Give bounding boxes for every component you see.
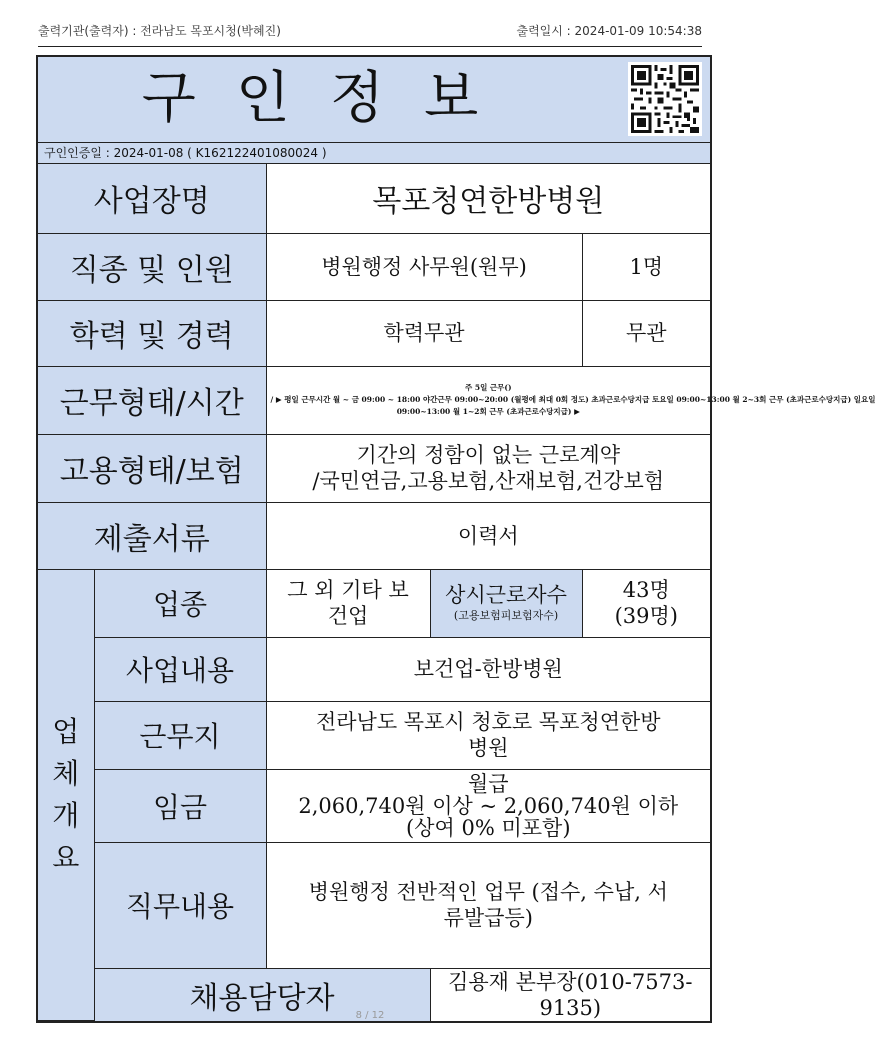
duties-value bbox=[266, 842, 710, 968]
row-education bbox=[38, 300, 710, 366]
row-location bbox=[38, 701, 710, 769]
employment-label: 고용형태/보험 bbox=[38, 434, 266, 502]
industry-label: 업종 bbox=[94, 569, 266, 637]
certification-line: 구인인증일 : 2024-01-08 ( K162122401080024 ) bbox=[38, 143, 710, 164]
page-title: 구인정보 bbox=[141, 66, 519, 131]
row-job-type bbox=[38, 233, 710, 300]
job-type-value: 병원행정 사무원(원무) bbox=[266, 233, 582, 300]
location-line2: 병원 bbox=[467, 736, 509, 760]
industry-line1: 그 외 기타 보 bbox=[287, 578, 409, 602]
location-value bbox=[266, 701, 710, 769]
documents-value: 이력서 bbox=[266, 502, 710, 569]
work-type-value bbox=[266, 366, 875, 434]
job-posting-form bbox=[36, 55, 875, 1023]
business-label: 사업내용 bbox=[94, 637, 266, 701]
job-type-label: 직종 및 인원 bbox=[38, 233, 266, 300]
job-count-value: 1명 bbox=[582, 233, 710, 300]
overview-char-1: 업 bbox=[52, 714, 80, 748]
business-value: 보건업-한방병원 bbox=[266, 637, 710, 701]
contact-value: 김용재 본부장(010-7573-9135) bbox=[430, 968, 710, 1021]
duties-line1: 병원행정 전반적인 업무 (접수, 수납, 서 bbox=[308, 880, 668, 904]
employees-label-sub: (고용보험피보험자수) bbox=[453, 609, 559, 622]
issuer-text: 출력기관(출력자) : 전라남도 목포시청(박혜진) bbox=[38, 24, 281, 38]
title-row bbox=[38, 57, 710, 143]
print-header bbox=[38, 22, 702, 42]
documents-label: 제출서류 bbox=[38, 502, 266, 569]
education-value: 학력무관 bbox=[266, 300, 582, 366]
row-documents bbox=[38, 502, 710, 569]
row-business-name bbox=[38, 164, 710, 233]
business-name-value: 목포청연한방병원 bbox=[266, 164, 710, 233]
overview-char-4: 요 bbox=[52, 840, 80, 874]
wage-line1: 월급 bbox=[467, 771, 509, 796]
page-number: 8 / 12 bbox=[355, 1010, 385, 1021]
qr-code-icon bbox=[628, 62, 702, 136]
career-value: 무관 bbox=[582, 300, 710, 366]
work-type-line2: / ▶ 평일 근무시간 월 ~ 금 09:00 ~ 18:00 야간근무 09:00~20:00 (월평에 최대 0회 정도) 초과근로수당지급 토요일 09:00~13:00 월 2~3회 근무 (초과근로수당지급) 일요일 bbox=[270, 395, 875, 404]
work-type-line3: 09:00~13:00 월 1~2회 근무 (초과근로수당지급) ▶ bbox=[396, 407, 580, 416]
business-name-label: 사업장명 bbox=[38, 164, 266, 233]
row-wage bbox=[38, 769, 710, 842]
employees-line1: 43명 bbox=[622, 578, 670, 602]
duties-label: 직무내용 bbox=[94, 842, 266, 968]
row-work-type bbox=[38, 366, 710, 434]
employment-line2: /국민연금,고용보험,산재보험,건강보험 bbox=[312, 469, 665, 493]
location-line1: 전라남도 목포시 청호로 목포청연한방 bbox=[315, 710, 661, 734]
overview-side-label bbox=[38, 569, 94, 1021]
industry-line2: 건업 bbox=[327, 604, 369, 628]
header-divider bbox=[38, 46, 702, 47]
employment-line1: 기간의 정함이 없는 근로계약 bbox=[356, 443, 620, 467]
employment-value bbox=[266, 434, 710, 502]
wage-value bbox=[266, 769, 710, 842]
row-business bbox=[38, 637, 710, 701]
row-industry bbox=[38, 569, 710, 637]
work-type-line1: 주 5일 근무() bbox=[465, 383, 512, 392]
print-datetime: 출력일시 : 2024-01-09 10:54:38 bbox=[516, 24, 702, 38]
wage-line2: 2,060,740원 이상 ~ 2,060,740원 이하 bbox=[298, 793, 679, 818]
education-label: 학력 및 경력 bbox=[38, 300, 266, 366]
row-duties bbox=[38, 842, 710, 968]
wage-label: 임금 bbox=[94, 769, 266, 842]
contact-label: 채용담당자 bbox=[94, 968, 430, 1021]
row-employment bbox=[38, 434, 710, 502]
employees-value bbox=[582, 569, 710, 637]
info-table bbox=[38, 164, 875, 1021]
industry-value bbox=[266, 569, 430, 637]
wage-line3: (상여 0% 미포함) bbox=[406, 815, 571, 840]
overview-char-3: 개 bbox=[52, 798, 80, 832]
employees-line2: (39명) bbox=[614, 604, 678, 628]
location-label: 근무지 bbox=[94, 701, 266, 769]
employees-label-main: 상시근로자수 bbox=[445, 583, 567, 607]
employees-label bbox=[430, 569, 582, 637]
duties-line2: 류발급등) bbox=[443, 906, 533, 930]
overview-char-2: 체 bbox=[52, 756, 80, 790]
work-type-label: 근무형태/시간 bbox=[38, 366, 266, 434]
